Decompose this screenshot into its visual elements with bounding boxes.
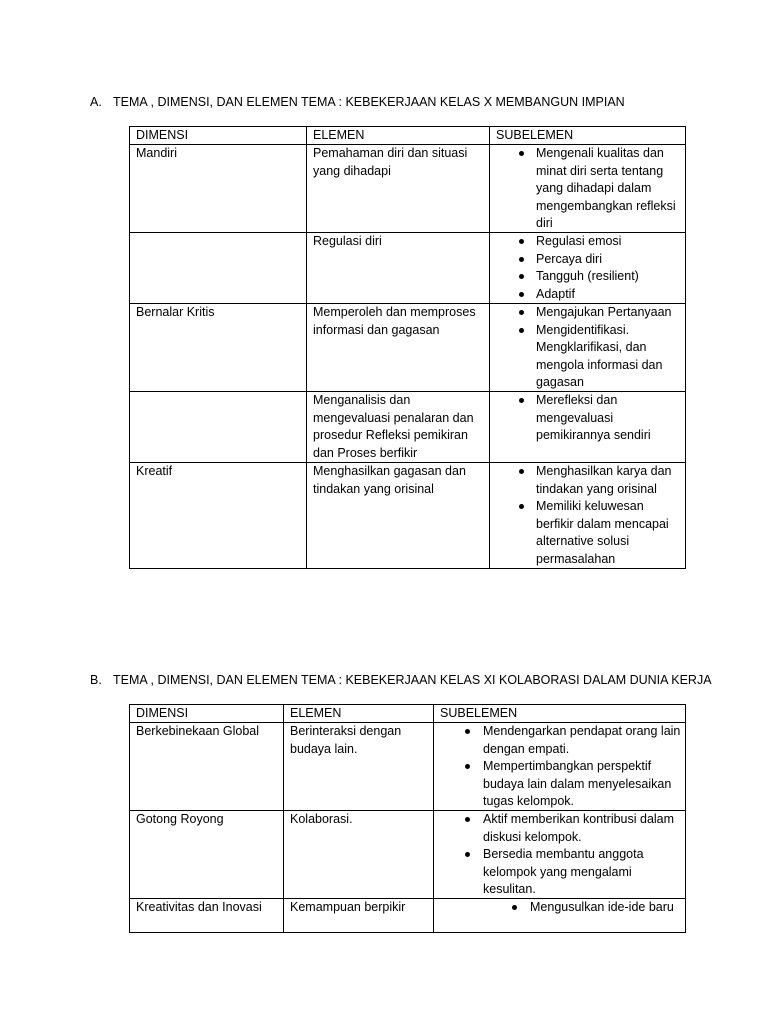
section-a-title <box>90 94 625 111</box>
cell-elemen: Kemampuan berpikir <box>284 899 434 933</box>
cell-subelemen <box>490 304 686 392</box>
subelemen-item: Mengidentifikasi. Mengklarifikasi, dan mengola informasi dan gagasan <box>496 322 681 392</box>
subelemen-item: Adaptif <box>496 286 681 303</box>
subelemen-item: Mendengarkan pendapat orang lain dengan empati. <box>440 723 681 758</box>
table-row <box>130 723 686 811</box>
table-b <box>129 704 686 933</box>
cell-dimensi: Bernalar Kritis <box>130 304 307 392</box>
cell-elemen: Pemahaman diri dan situasi yang dihadapi <box>307 145 490 233</box>
cell-dimensi: Berkebinekaan Global <box>130 723 284 811</box>
subelemen-list <box>440 723 681 810</box>
section-b-title <box>90 672 712 689</box>
subelemen-item: Aktif memberikan kontribusi dalam diskusi kelompok. <box>440 811 681 846</box>
table-a <box>129 126 686 569</box>
cell-dimensi <box>130 233 307 304</box>
table-a-body <box>130 127 686 569</box>
table-row <box>130 304 686 392</box>
table-b-body <box>130 705 686 933</box>
table-row <box>130 463 686 568</box>
section-b-letter: B. <box>90 673 102 687</box>
subelemen-list <box>440 899 681 916</box>
header-subelemen: SUBELEMEN <box>434 705 686 723</box>
section-a-title-text: TEMA , DIMENSI, DAN ELEMEN TEMA : KEBEKERJAAN KELAS X MEMBANGUN IMPIAN <box>113 95 625 109</box>
subelemen-list <box>440 811 681 898</box>
table-row <box>130 392 686 463</box>
cell-dimensi <box>130 392 307 463</box>
table-header-row <box>130 127 686 145</box>
subelemen-list <box>496 233 681 303</box>
cell-subelemen <box>490 392 686 463</box>
cell-elemen: Kolaborasi. <box>284 811 434 899</box>
header-elemen: ELEMEN <box>284 705 434 723</box>
cell-elemen: Menghasilkan gagasan dan tindakan yang orisinal <box>307 463 490 568</box>
subelemen-list <box>496 145 681 232</box>
subelemen-item: Mengajukan Pertanyaan <box>496 304 681 321</box>
subelemen-item: Mempertimbangkan perspektif budaya lain dalam menyelesaikan tugas kelompok. <box>440 758 681 810</box>
subelemen-item: Menghasilkan karya dan tindakan yang orisinal <box>496 463 681 498</box>
table-row <box>130 811 686 899</box>
cell-dimensi: Kreatif <box>130 463 307 568</box>
cell-elemen: Memperoleh dan memproses informasi dan gagasan <box>307 304 490 392</box>
cell-subelemen <box>434 899 686 933</box>
cell-dimensi: Gotong Royong <box>130 811 284 899</box>
subelemen-list <box>496 463 681 567</box>
cell-dimensi: Mandiri <box>130 145 307 233</box>
subelemen-item: Bersedia membantu anggota kelompok yang mengalami kesulitan. <box>440 846 681 898</box>
subelemen-item: Mengusulkan ide-ide baru <box>440 899 681 916</box>
cell-subelemen <box>490 145 686 233</box>
header-dimensi: DIMENSI <box>130 127 307 145</box>
section-a-letter: A. <box>90 95 102 109</box>
table-row <box>130 899 686 933</box>
subelemen-item: Tangguh (resilient) <box>496 268 681 285</box>
cell-subelemen <box>490 233 686 304</box>
subelemen-item: Memiliki keluwesan berfikir dalam mencapai alternative solusi permasalahan <box>496 498 681 568</box>
cell-elemen: Menganalisis dan mengevaluasi penalaran dan prosedur Refleksi pemikiran dan Proses berfikir <box>307 392 490 463</box>
header-elemen: ELEMEN <box>307 127 490 145</box>
header-subelemen: SUBELEMEN <box>490 127 686 145</box>
table-row <box>130 233 686 304</box>
subelemen-item: Mengenali kualitas dan minat diri serta tentang yang dihadapi dalam mengembangkan refleksi diri <box>496 145 681 232</box>
cell-elemen: Berinteraksi dengan budaya lain. <box>284 723 434 811</box>
cell-subelemen <box>434 811 686 899</box>
header-dimensi: DIMENSI <box>130 705 284 723</box>
table-header-row <box>130 705 686 723</box>
subelemen-item: Percaya diri <box>496 251 681 268</box>
cell-subelemen <box>434 723 686 811</box>
subelemen-list <box>496 304 681 391</box>
cell-subelemen <box>490 463 686 568</box>
subelemen-list <box>496 392 681 444</box>
subelemen-item: Regulasi emosi <box>496 233 681 250</box>
cell-dimensi: Kreativitas dan Inovasi <box>130 899 284 933</box>
table-row <box>130 145 686 233</box>
cell-elemen: Regulasi diri <box>307 233 490 304</box>
subelemen-item: Merefleksi dan mengevaluasi pemikirannya sendiri <box>496 392 681 444</box>
section-b-title-text: TEMA , DIMENSI, DAN ELEMEN TEMA : KEBEKERJAAN KELAS XI KOLABORASI DALAM DUNIA KERJA <box>113 673 712 687</box>
